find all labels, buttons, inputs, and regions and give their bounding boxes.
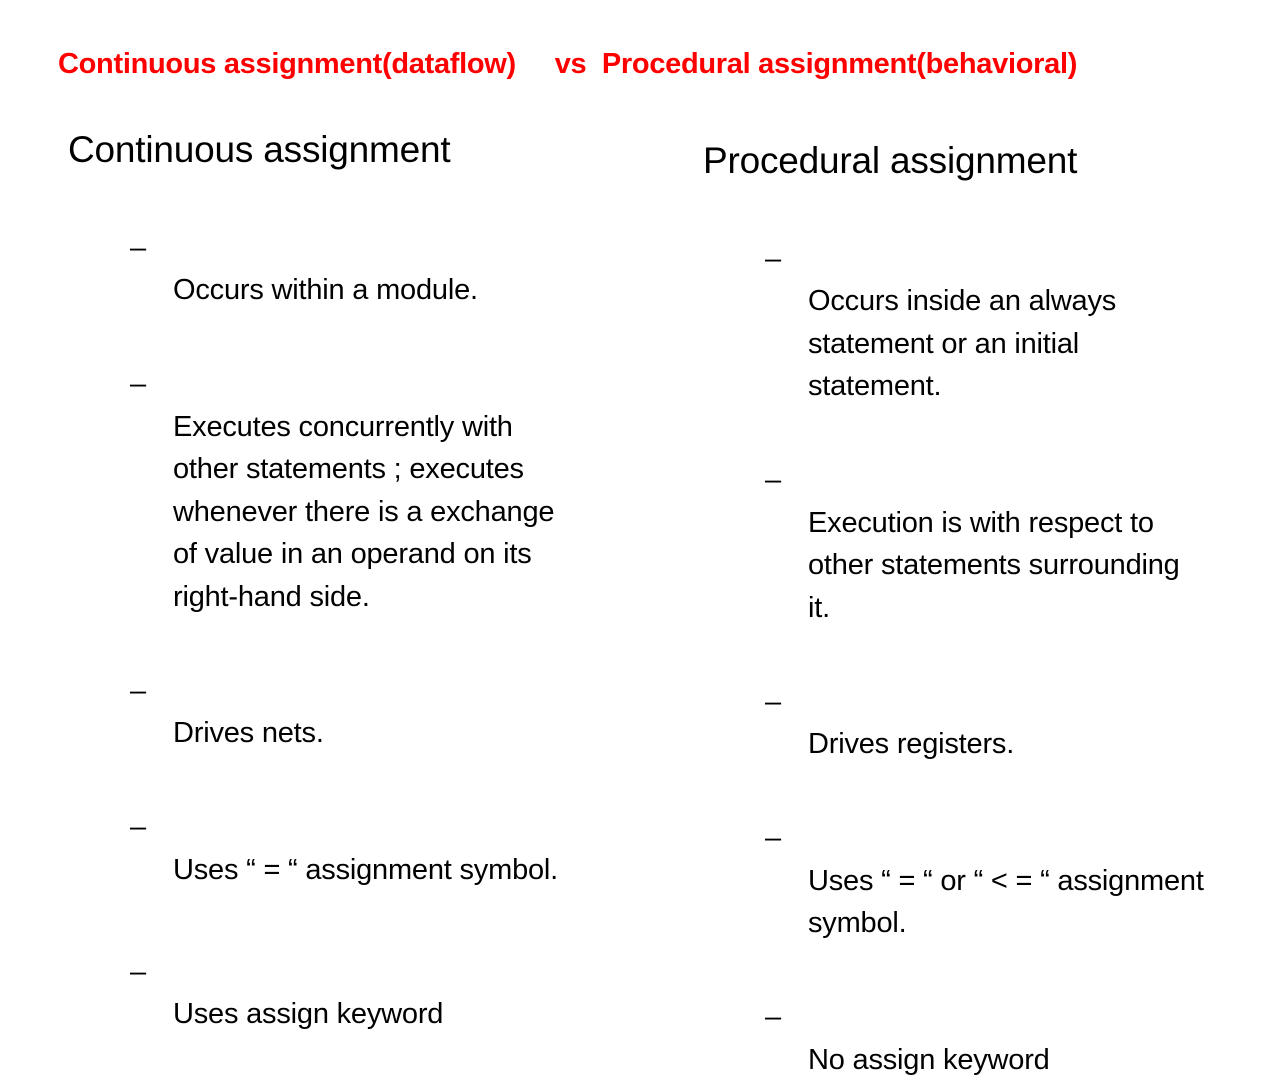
bullet-text: No assign keyword [808,1044,1050,1076]
slide-title: Continuous assignment(dataflow) vs Procedural assignment(behavioral) [58,48,1077,81]
procedural-assignment-list [703,195,1273,1081]
procedural-assignment-column [703,137,1273,1081]
list-item [68,184,628,312]
bullet-text: Executes concurrently with other statements ; executes whenever there is a exchange of value in an operand on its right-hand side. [173,411,554,613]
continuous-assignment-column [68,126,628,1036]
bullet-text: Drives registers. [808,728,1014,760]
dash-bullet-icon: – [130,363,146,406]
continuous-assignment-heading: Continuous assignment [68,126,628,174]
dash-bullet-icon: – [765,996,781,1039]
list-item [703,195,1273,408]
bullet-text: Uses “ = “ or “ < = “ assignment symbol. [808,865,1204,940]
bullet-text: Occurs inside an always statement or an initial statement. [808,285,1116,402]
list-item [68,321,628,619]
bullet-text: Uses “ = “ assignment symbol. [173,854,558,886]
list-item [68,908,628,1036]
procedural-assignment-heading: Procedural assignment [703,137,1273,185]
continuous-assignment-list [68,184,628,1036]
dash-bullet-icon: – [130,806,146,849]
dash-bullet-icon: – [765,681,781,724]
dash-bullet-icon: – [765,459,781,502]
list-item [703,417,1273,630]
dash-bullet-icon: – [130,227,146,270]
bullet-text: Drives nets. [173,717,324,749]
list-item [703,638,1273,766]
dash-bullet-icon: – [765,238,781,281]
bullet-text: Execution is with respect to other statements surrounding it. [808,507,1180,624]
dash-bullet-icon: – [130,670,146,713]
list-item [703,775,1273,945]
bullet-text: Uses assign keyword [173,998,443,1030]
list-item [68,627,628,755]
list-item [703,954,1273,1081]
dash-bullet-icon: – [130,951,146,994]
bullet-text: Occurs within a module. [173,274,478,306]
list-item [68,764,628,892]
dash-bullet-icon: – [765,817,781,860]
